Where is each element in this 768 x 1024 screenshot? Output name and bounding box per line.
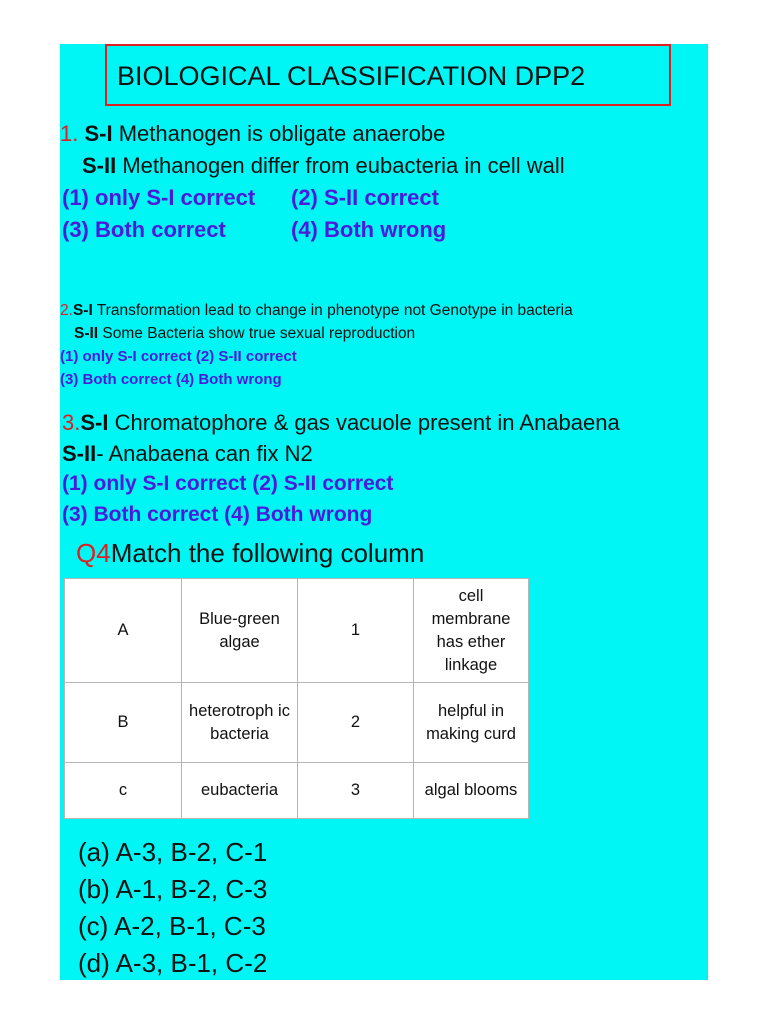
- q3-options-row-2: (3) Both correct (4) Both wrong: [62, 503, 373, 526]
- worksheet-page: [60, 44, 708, 980]
- table-cell: 1: [298, 579, 414, 683]
- q3-s1-text: Chromatophore & gas vacuole present in Anabaena: [108, 410, 620, 435]
- q1-option-2: (2) S-II correct: [291, 185, 439, 210]
- q2-s2-text: Some Bacteria show true sexual reproduction: [98, 325, 416, 342]
- q4-number: Q4: [76, 538, 111, 568]
- q2-s1-tag: S-I: [72, 302, 93, 319]
- table-cell: heterotroph ic bacteria: [182, 683, 298, 763]
- q1-s1-text: Methanogen is obligate anaerobe: [112, 121, 446, 146]
- q3-s2-tag: S-II: [62, 441, 97, 466]
- table-row: [65, 683, 529, 763]
- page-title: BIOLOGICAL CLASSIFICATION DPP2: [105, 44, 671, 106]
- match-table: [64, 578, 529, 819]
- q2-options-row-1: (1) only S-I correct (2) S-II correct: [60, 348, 297, 365]
- q1-number: 1.: [60, 121, 79, 146]
- table-cell: 2: [298, 683, 414, 763]
- q1-s2-text: Methanogen differ from eubacteria in cell wall: [116, 153, 565, 178]
- q2-number: 2.: [60, 302, 73, 319]
- table-cell: algal blooms: [414, 763, 529, 819]
- q1-s1-tag: S-I: [84, 121, 113, 146]
- q1-option-1: (1) only S-I correct: [62, 185, 256, 210]
- q3-s1-tag: S-I: [80, 410, 109, 435]
- q4-answer-b: (b) A-1, B-2, C-3: [78, 874, 268, 904]
- q4-heading: [76, 538, 424, 569]
- table-cell: B: [65, 683, 182, 763]
- q2-s2-tag: S-II: [74, 325, 99, 342]
- q1-statement-2: [82, 153, 565, 179]
- q3-statement-1: [62, 410, 620, 436]
- q4-answer-d: (d) A-3, B-1, C-2: [78, 948, 268, 978]
- q1-options-row-1: [62, 185, 439, 211]
- table-cell: c: [65, 763, 182, 819]
- table-cell: Blue-green algae: [182, 579, 298, 683]
- table-cell: 3: [298, 763, 414, 819]
- q1-option-3: (3) Both correct: [62, 217, 226, 242]
- q2-statement-2: [74, 325, 415, 343]
- q1-options-row-2: [62, 217, 447, 243]
- table-row: [65, 579, 529, 683]
- table-cell: eubacteria: [182, 763, 298, 819]
- q3-statement-2: [62, 441, 313, 467]
- q1-option-4: (4) Both wrong: [291, 217, 447, 242]
- q2-statement-1: [60, 302, 573, 320]
- q1-statement-1: [60, 121, 445, 147]
- table-cell: A: [65, 579, 182, 683]
- table-cell: helpful in making curd: [414, 683, 529, 763]
- q2-options-row-2: (3) Both correct (4) Both wrong: [60, 371, 282, 388]
- q2-s1-text: Transformation lead to change in phenotype not Genotype in bacteria: [92, 302, 573, 319]
- q1-s2-tag: S-II: [82, 153, 117, 178]
- q3-number: 3.: [62, 410, 81, 435]
- q4-text: Match the following column: [110, 538, 425, 568]
- q4-answer-c: (c) A-2, B-1, C-3: [78, 911, 266, 941]
- q3-s2-text: - Anabaena can fix N2: [96, 441, 313, 466]
- q4-answer-a: (a) A-3, B-2, C-1: [78, 837, 268, 867]
- table-row: [65, 763, 529, 819]
- table-cell: cell membrane has ether linkage: [414, 579, 529, 683]
- q3-options-row-1: (1) only S-I correct (2) S-II correct: [62, 472, 394, 495]
